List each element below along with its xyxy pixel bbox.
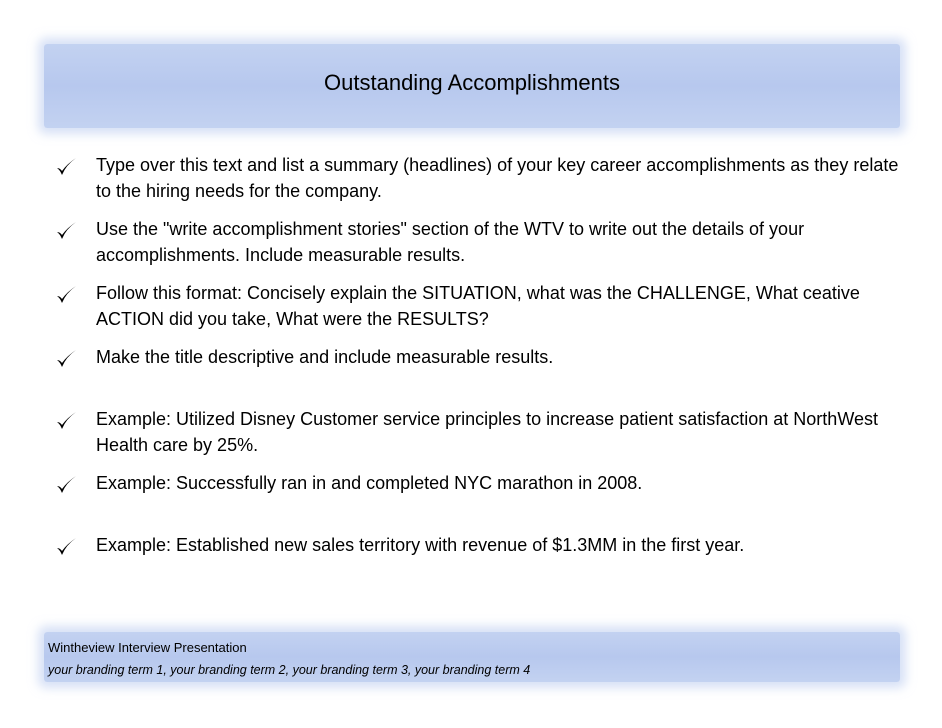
checkmark-icon	[54, 535, 78, 559]
checkmark-icon	[54, 409, 78, 433]
checkmark-icon	[54, 283, 78, 307]
bullet-text: Make the title descriptive and include measurable results.	[96, 347, 554, 367]
footer-title[interactable]: Wintheview Interview Presentation	[48, 640, 247, 655]
bullet-item[interactable]	[54, 216, 904, 268]
checkmark-icon	[54, 219, 78, 243]
bullet-text: Example: Established new sales territory with revenue of $1.3MM in the first year.	[96, 535, 745, 555]
title-bar	[44, 44, 900, 128]
slide-title[interactable]: Outstanding Accomplishments	[324, 70, 620, 95]
bullet-text: Example: Successfully ran in and completed NYC marathon in 2008.	[96, 473, 643, 493]
bullet-list	[54, 152, 904, 558]
footer-bar	[44, 632, 900, 682]
bullet-item[interactable]	[54, 152, 904, 204]
bullet-item[interactable]	[54, 344, 904, 370]
bullet-item[interactable]	[54, 406, 904, 458]
bullet-text: Use the "write accomplishment stories" section of the WTV to write out the details of your accomplishments. Include measurable results.	[96, 219, 805, 265]
bullet-item[interactable]	[54, 532, 904, 558]
bullet-text: Type over this text and list a summary (headlines) of your key career accomplishments as they relate to the hiring needs for the company.	[96, 155, 899, 201]
footer-branding-terms[interactable]: your branding term 1, your branding term 2, your branding term 3, your branding term 4	[48, 663, 531, 677]
bullet-item[interactable]	[54, 470, 904, 496]
checkmark-icon	[54, 473, 78, 497]
checkmark-icon	[54, 155, 78, 179]
bullet-text: Follow this format: Concisely explain the SITUATION, what was the CHALLENGE, What ceative ACTION did you take, What were the RESULTS?	[96, 283, 860, 329]
bullet-text: Example: Utilized Disney Customer service principles to increase patient satisfaction at NorthWest Health care by 25%.	[96, 409, 878, 455]
checkmark-icon	[54, 347, 78, 371]
bullet-item[interactable]	[54, 280, 904, 332]
